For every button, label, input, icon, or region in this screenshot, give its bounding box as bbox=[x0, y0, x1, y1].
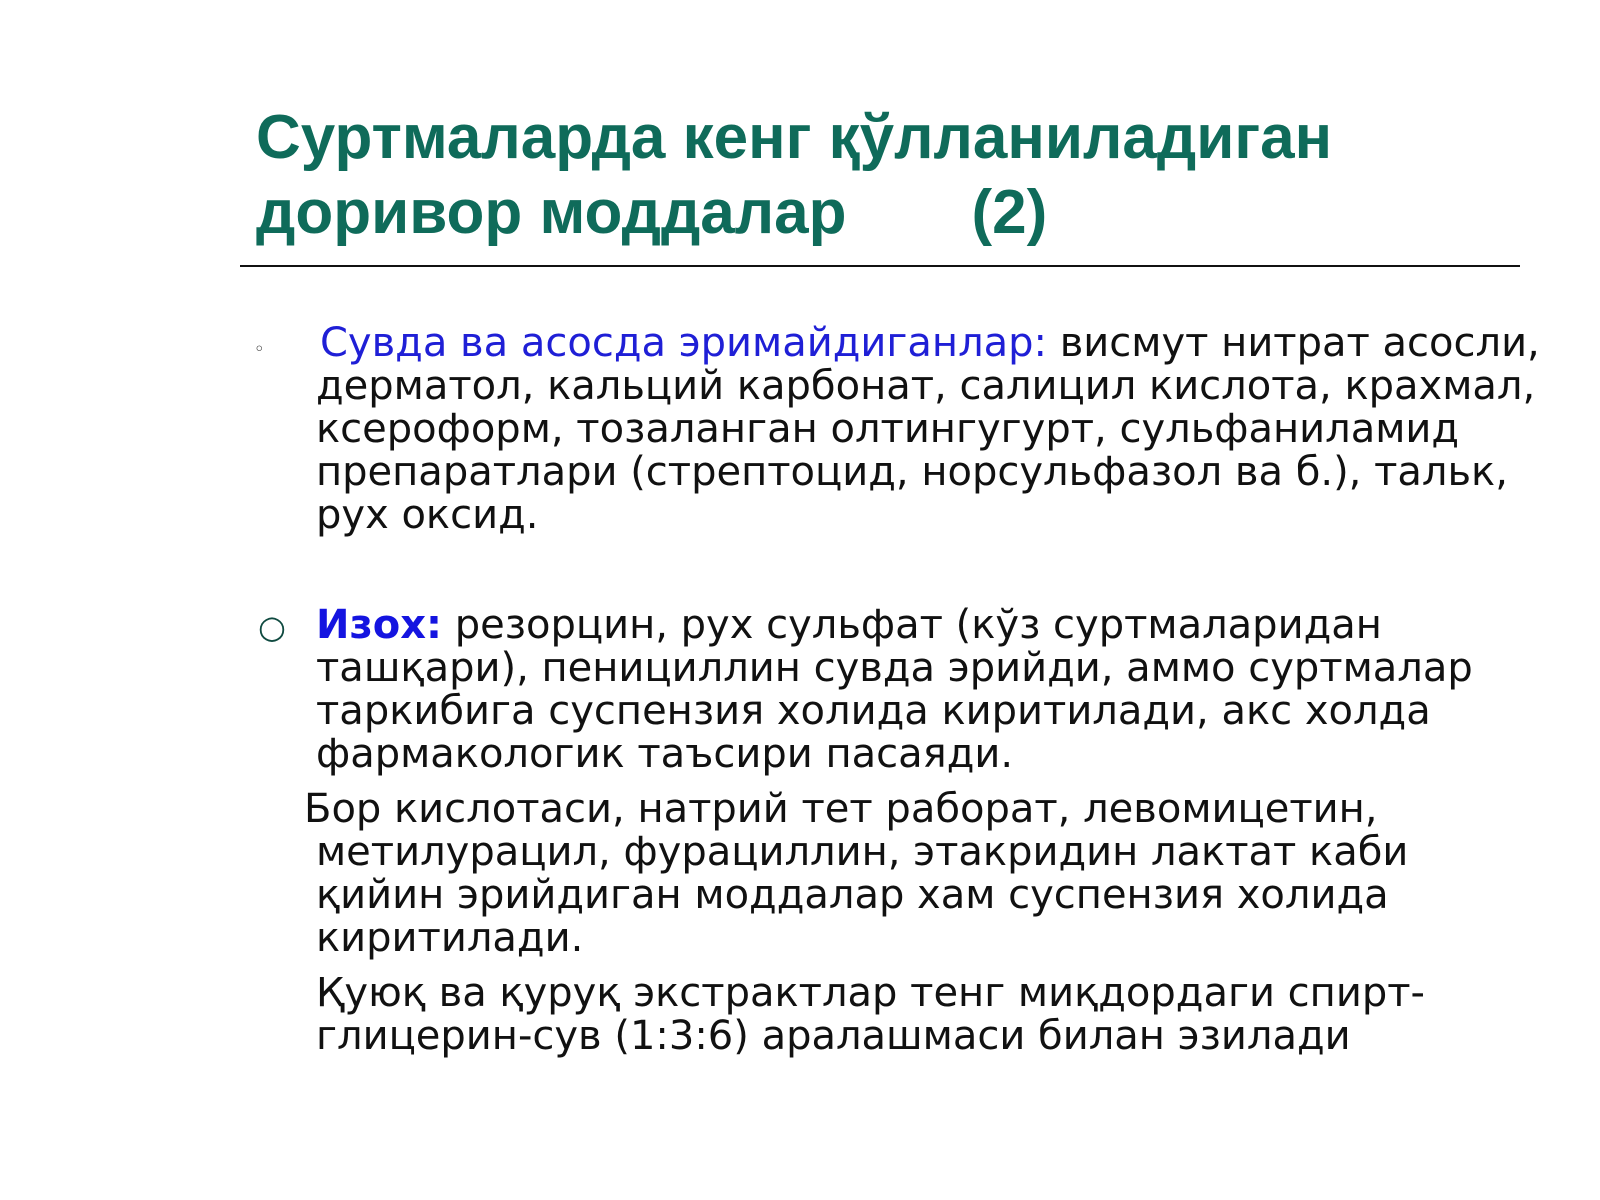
slide-title-line2: доривор моддалар bbox=[256, 178, 847, 247]
slide-title-suffix: (2) bbox=[971, 178, 1048, 247]
paragraph bbox=[240, 972, 1540, 1058]
slide-title-line1: Суртмаларда кенг қўлланиладиган bbox=[256, 103, 1333, 172]
slide-body bbox=[240, 322, 1540, 1058]
item-text: резорцин, рух сульфат (кўз суртмаларидан ташқари), пенициллин сувда эрийди, аммо суртмалар таркибига суспензия холида киритилади, акс холда фармакологик таъсири пасаяди. bbox=[316, 602, 1473, 777]
bullet-icon: ○ bbox=[258, 608, 286, 646]
bullet-icon: ◦ bbox=[254, 339, 265, 360]
list-item bbox=[240, 604, 1540, 776]
slide-title bbox=[256, 100, 1536, 250]
item-heading: Изох: bbox=[316, 602, 442, 648]
paragraph-text: Бор кислотаси, натрий тет раборат, левомицетин, метилурацил, фурациллин, этакридин лактат каби қийин эрийдиган моддалар хам суспензия холида киритилади. bbox=[304, 786, 1409, 961]
title-divider bbox=[240, 265, 1520, 267]
paragraph-text: Қуюқ ва қуруқ экстрактлар тенг миқдордаги спирт-глицерин-сув (1:3:6) аралашмаси билан эзилади bbox=[316, 970, 1425, 1059]
item-text: висмут нитрат асосли, дерматол, кальций карбонат, салицил кислота, крахмал, ксероформ, тозаланган олтингугурт, сульфаниламид препаратлари (стрептоцид, норсульфазол ва б.), тальк, рух оксид. bbox=[316, 320, 1540, 538]
paragraph bbox=[240, 788, 1540, 960]
item-heading: Сувда ва асосда эримайдиганлар: bbox=[320, 320, 1048, 366]
slide-title-line2-row bbox=[256, 175, 1536, 250]
list-item bbox=[240, 322, 1540, 537]
